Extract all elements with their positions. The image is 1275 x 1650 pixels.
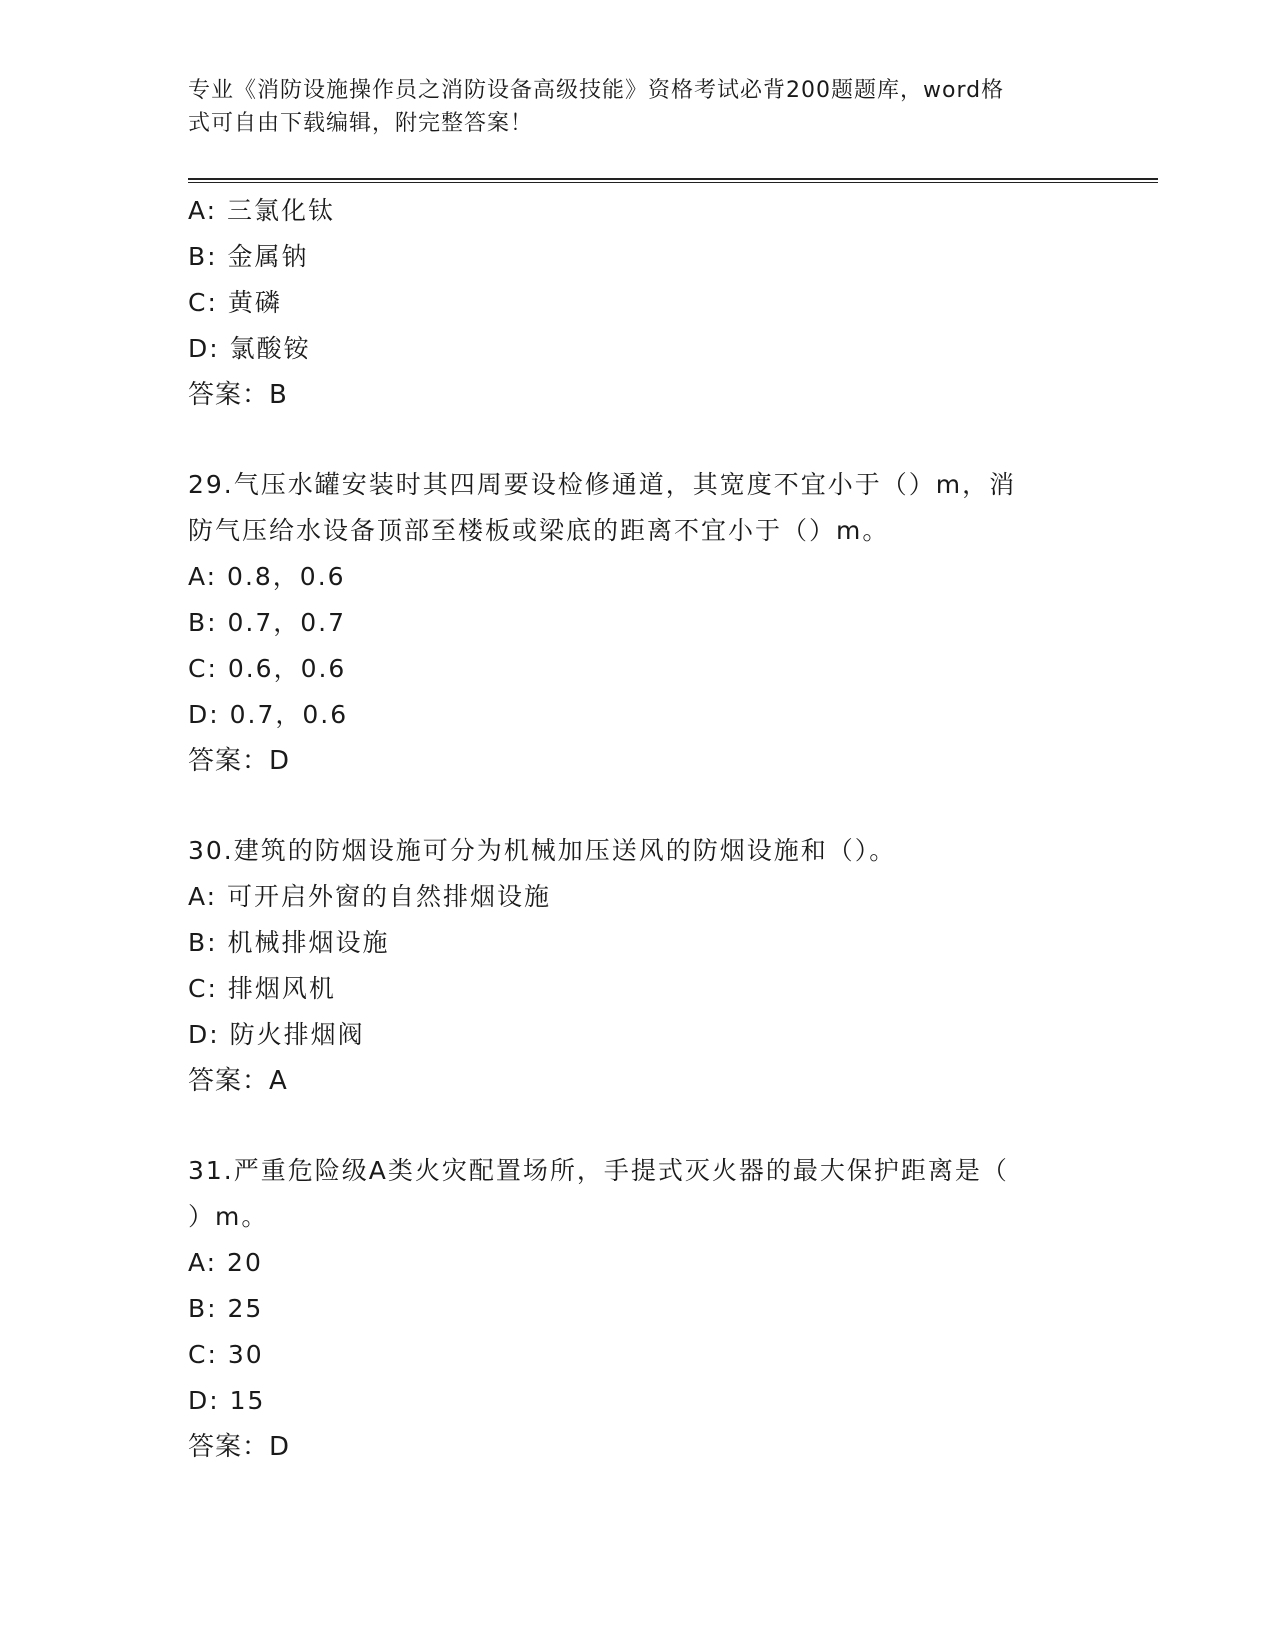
option-a: A: 20 <box>188 1248 263 1277</box>
option-b: B: 0.7，0.7 <box>188 608 347 637</box>
question-stem-line-1: 30.建筑的防烟设施可分为机械加压送风的防烟设施和（）。 <box>188 836 897 865</box>
document-header <box>188 74 1088 140</box>
answer: 答案：A <box>188 1066 288 1096</box>
option-a: A: 0.8，0.6 <box>188 562 346 591</box>
option-b: B: 25 <box>188 1294 264 1323</box>
option-a: A: 三氯化钛 <box>188 196 336 225</box>
question-stem-line-2: 防气压给水设备顶部至楼板或梁底的距离不宜小于（）m。 <box>188 516 890 545</box>
question-30 <box>188 828 1088 1104</box>
option-d: D: 0.7，0.6 <box>188 700 349 729</box>
question-list <box>188 188 1088 1470</box>
question-stem-line-1: 31.严重危险级A类火灾配置场所，手提式灭火器的最大保护距离是（ <box>188 1156 1009 1185</box>
option-c: C: 排烟风机 <box>188 974 336 1003</box>
option-d: D: 防火排烟阀 <box>188 1020 365 1049</box>
header-divider <box>188 178 1158 183</box>
question-29 <box>188 462 1088 784</box>
option-b: B: 金属钠 <box>188 242 309 271</box>
header-line-2: 式可自由下载编辑，附完整答案！ <box>188 111 534 136</box>
option-c: C: 30 <box>188 1340 264 1369</box>
header-line-1: 专业《消防设施操作员之消防设备高级技能》资格考试必背200题题库，word格 <box>188 78 1005 103</box>
answer: 答案：D <box>188 746 291 776</box>
question-stem-line-1: 29.气压水罐安装时其四周要设检修通道，其宽度不宜小于（）m，消 <box>188 470 1017 499</box>
question-31 <box>188 1148 1088 1470</box>
option-b: B: 机械排烟设施 <box>188 928 390 957</box>
answer: 答案：B <box>188 380 288 410</box>
option-c: C: 0.6，0.6 <box>188 654 347 683</box>
answer: 答案：D <box>188 1432 291 1462</box>
option-c: C: 黄磷 <box>188 288 282 317</box>
option-d: D: 氯酸铵 <box>188 334 311 363</box>
option-a: A: 可开启外窗的自然排烟设施 <box>188 882 552 911</box>
option-d: D: 15 <box>188 1386 266 1415</box>
question-28 <box>188 188 1088 418</box>
question-stem-line-2: ）m。 <box>188 1202 269 1231</box>
